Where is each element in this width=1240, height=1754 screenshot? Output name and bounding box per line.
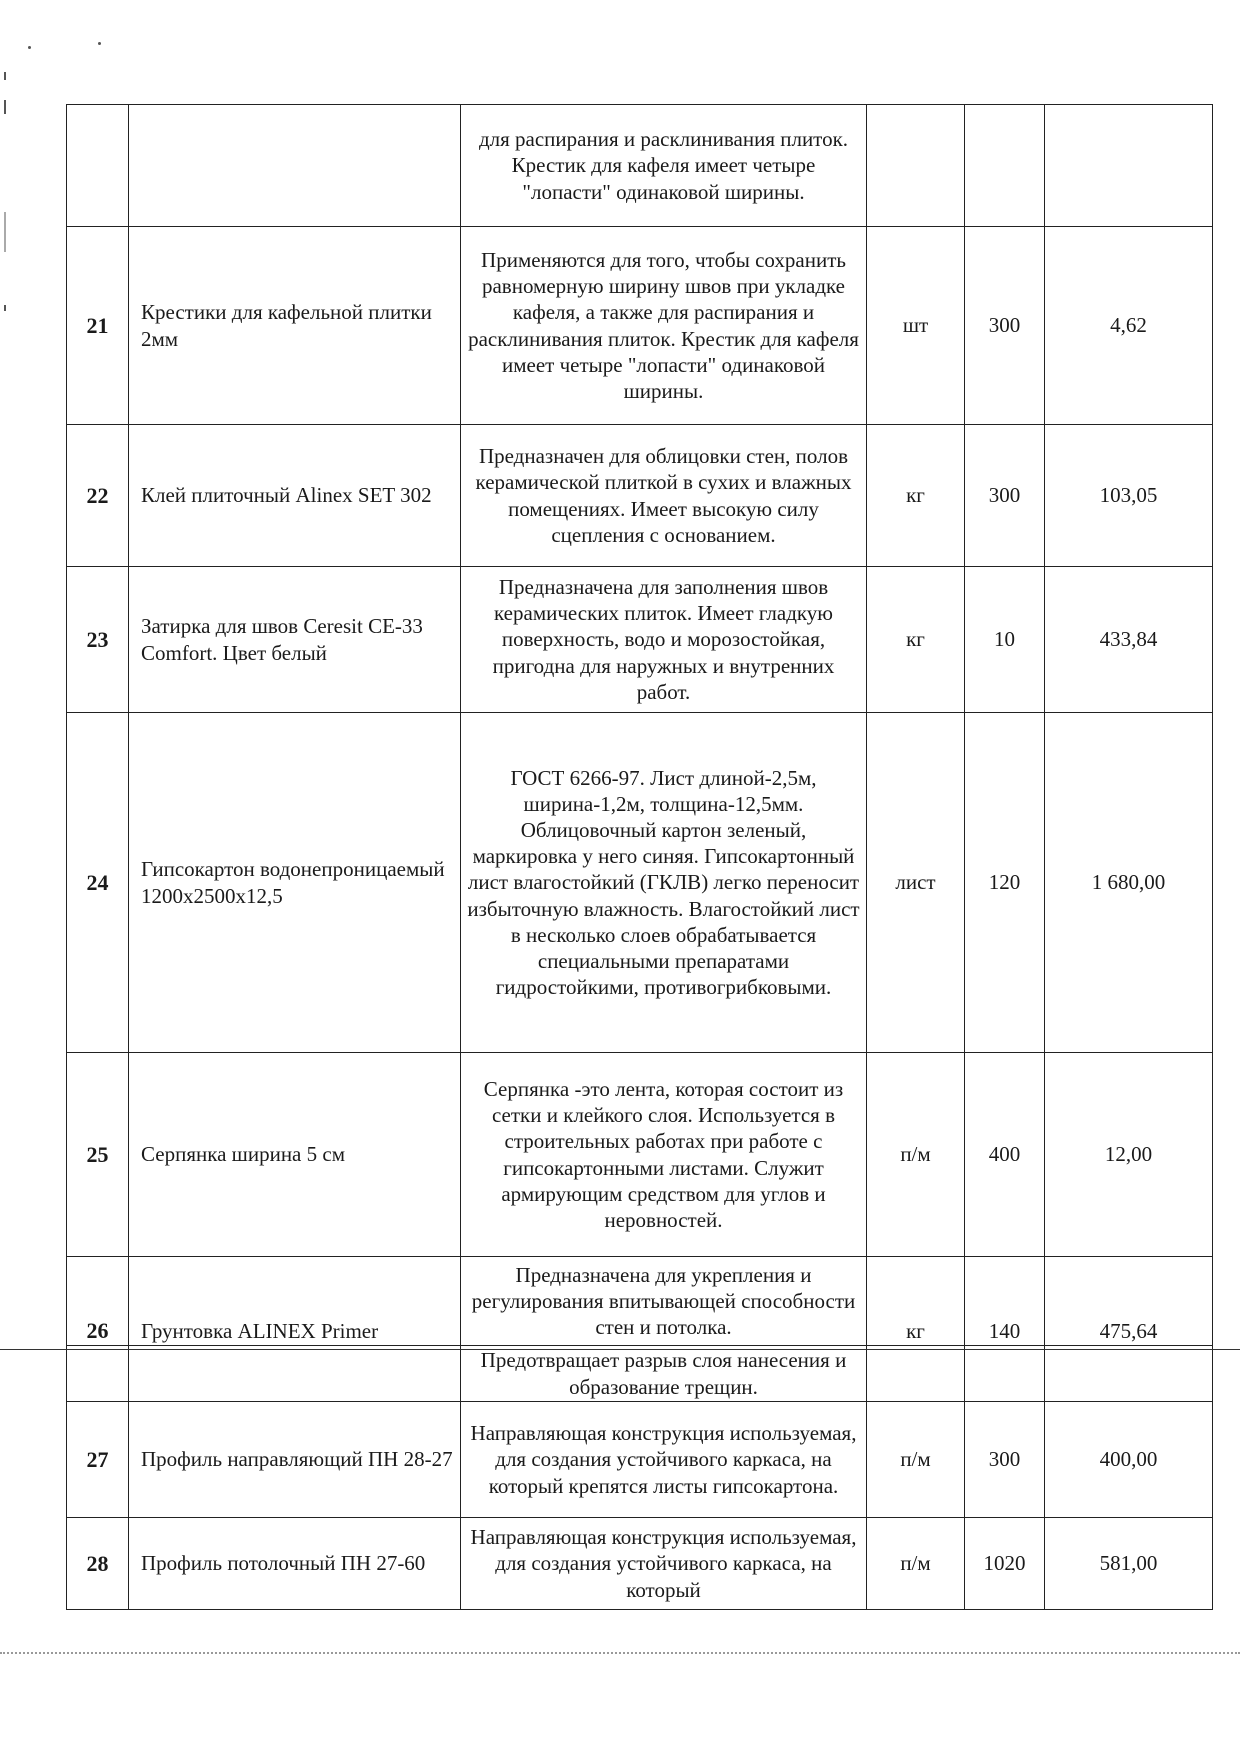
table-row	[67, 105, 1213, 227]
item-name: Профиль направляющий ПН 28-27	[129, 1402, 461, 1518]
item-unit	[867, 1346, 965, 1402]
item-quantity: 300	[965, 1402, 1045, 1518]
item-quantity: 120	[965, 713, 1045, 1053]
materials-table	[66, 104, 1213, 1610]
item-name: Затирка для швов Ceresit CE-33 Comfort. Цвет белый	[129, 567, 461, 713]
page-cut-line	[0, 1349, 1240, 1350]
item-name: Гипсокартон водонепроницаемый 1200х2500х12,5	[129, 713, 461, 1053]
item-description: Направляющая конструкция используемая, для создания устойчивого каркаса, на который крепятся листы гипсокартона.	[461, 1402, 867, 1518]
item-unit: кг	[867, 1257, 965, 1346]
scan-speck	[28, 46, 31, 49]
table-row	[67, 227, 1213, 425]
scan-speck	[4, 305, 6, 311]
item-unit	[867, 105, 965, 227]
item-quantity: 400	[965, 1053, 1045, 1257]
table-row	[67, 567, 1213, 713]
item-price: 400,00	[1045, 1402, 1213, 1518]
table-row	[67, 1346, 1213, 1402]
item-price	[1045, 1346, 1213, 1402]
table-row	[67, 1257, 1213, 1346]
item-quantity: 300	[965, 227, 1045, 425]
item-unit: п/м	[867, 1518, 965, 1610]
scan-speck	[4, 212, 6, 252]
item-name: Грунтовка ALINEX Primer	[129, 1257, 461, 1346]
row-number: 26	[67, 1257, 129, 1346]
item-price: 103,05	[1045, 425, 1213, 567]
item-price: 4,62	[1045, 227, 1213, 425]
scan-edge-line	[0, 1652, 1240, 1654]
item-description: Предназначен для облицовки стен, полов керамической плиткой в сухих и влажных помещениях. Имеет высокую силу сцепления с основанием.	[461, 425, 867, 567]
item-name: Крестики для кафельной плитки 2мм	[129, 227, 461, 425]
scan-speck	[4, 72, 6, 80]
row-number: 23	[67, 567, 129, 713]
item-description: Предназначена для заполнения швов керамических плиток. Имеет гладкую поверхность, водо и морозостойкая, пригодна для наружных и внутренних работ.	[461, 567, 867, 713]
item-name	[129, 105, 461, 227]
item-quantity	[965, 1346, 1045, 1402]
item-quantity: 1020	[965, 1518, 1045, 1610]
item-description: Применяются для того, чтобы сохранить равномерную ширину швов при укладке кафеля, а также для распирания и расклинивания плиток. Крестик для кафеля имеет четыре "лопасти" одинаковой ширины.	[461, 227, 867, 425]
item-description: Предотвращает разрыв слоя нанесения и образование трещин.	[461, 1346, 867, 1402]
table-row	[67, 425, 1213, 567]
item-price	[1045, 105, 1213, 227]
row-number	[67, 1346, 129, 1402]
row-number: 24	[67, 713, 129, 1053]
scan-speck	[4, 100, 6, 114]
item-unit: п/м	[867, 1402, 965, 1518]
row-number: 21	[67, 227, 129, 425]
table-row	[67, 1402, 1213, 1518]
item-unit: кг	[867, 567, 965, 713]
item-name: Профиль потолочный ПН 27-60	[129, 1518, 461, 1610]
item-description: Направляющая конструкция используемая, для создания устойчивого каркаса, на который	[461, 1518, 867, 1610]
item-unit: шт	[867, 227, 965, 425]
item-unit: п/м	[867, 1053, 965, 1257]
row-number	[67, 105, 129, 227]
item-description: для распирания и расклинивания плиток. Крестик для кафеля имеет четыре "лопасти" одинаковой ширины.	[461, 105, 867, 227]
item-name: Серпянка ширина 5 см	[129, 1053, 461, 1257]
row-number: 27	[67, 1402, 129, 1518]
item-name: Клей плиточный Alinex SET 302	[129, 425, 461, 567]
table-row	[67, 1053, 1213, 1257]
scan-speck	[98, 42, 101, 45]
row-number: 25	[67, 1053, 129, 1257]
item-price: 1 680,00	[1045, 713, 1213, 1053]
item-unit: кг	[867, 425, 965, 567]
item-description: Серпянка -это лента, которая состоит из сетки и клейкого слоя. Используется в строительных работах при работе с гипсокартонными листами. Служит армирующим средством для углов и неровностей.	[461, 1053, 867, 1257]
item-quantity: 10	[965, 567, 1045, 713]
item-unit: лист	[867, 713, 965, 1053]
item-quantity	[965, 105, 1045, 227]
item-price: 433,84	[1045, 567, 1213, 713]
item-price: 12,00	[1045, 1053, 1213, 1257]
table-row	[67, 1518, 1213, 1610]
item-price: 475,64	[1045, 1257, 1213, 1346]
row-number: 28	[67, 1518, 129, 1610]
table-row	[67, 713, 1213, 1053]
item-price: 581,00	[1045, 1518, 1213, 1610]
row-number: 22	[67, 425, 129, 567]
item-quantity: 300	[965, 425, 1045, 567]
item-description: ГОСТ 6266-97. Лист длиной-2,5м, ширина-1,2м, толщина-12,5мм. Облицовочный картон зеленый, маркировка у него синяя. Гипсокартонный лист влагостойкий (ГКЛВ) легко переносит избыточную влажность. Влагостойкий лист в несколько слоев обрабатывается специальными препаратами гидростойкими, противогрибковыми.	[461, 713, 867, 1053]
item-name	[129, 1346, 461, 1402]
item-description: Предназначена для укрепления и регулирования впитывающей способности стен и потолка.	[461, 1257, 867, 1346]
item-quantity: 140	[965, 1257, 1045, 1346]
